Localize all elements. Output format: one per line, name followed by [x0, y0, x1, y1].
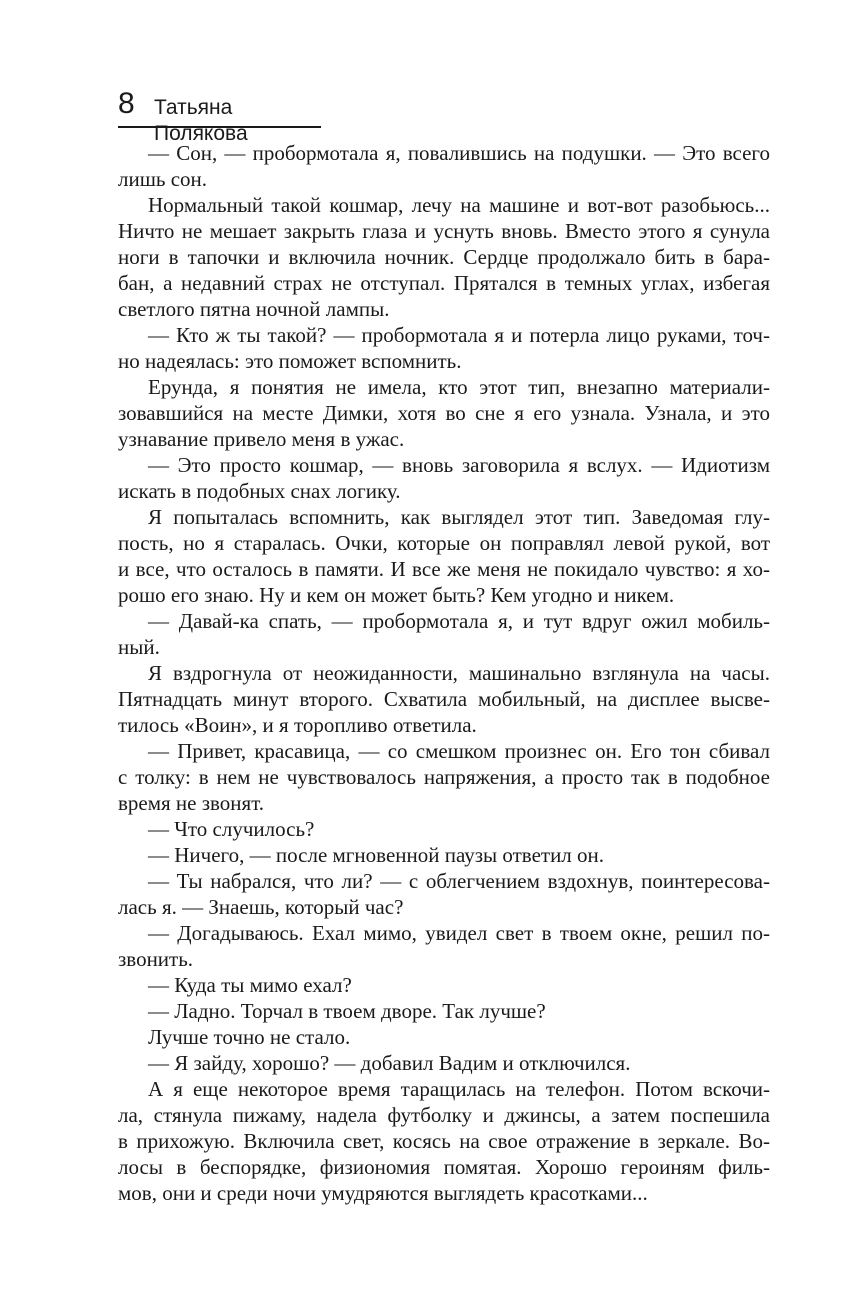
text-line: с толку: в нем не чувствовалось напряжения, а просто так в подобное	[118, 765, 770, 789]
text-line: лосы в беспорядке, физиономия помятая. Хорошо героиням филь-	[118, 1155, 770, 1179]
author-name: Татьяна Полякова	[154, 96, 248, 145]
text-line: — Это просто кошмар, — вновь заговорила я вслух. — Идиотизм	[148, 453, 770, 477]
text-line: — Я зайду, хорошо? — добавил Вадим и отключился.	[148, 1051, 631, 1075]
text-line: рошо его знаю. Ну и кем он может быть? Кем угодно и никем.	[118, 583, 675, 607]
text-line: А я еще некоторое время таращилась на телефон. Потом вскочи-	[148, 1077, 770, 1101]
text-line: бан, а недавний страх не отступал. Прятался в темных углах, избегая	[118, 271, 770, 295]
text-line: в прихожую. Включила свет, косясь на свое отражение в зеркале. Во-	[118, 1129, 770, 1153]
text-line: ноги в тапочки и включила ночник. Сердце продолжало бить в бара-	[118, 245, 770, 269]
text-line: — Кто ж ты такой? — пробормотала я и потерла лицо руками, точ-	[148, 323, 770, 347]
text-line: но надеялась: это поможет вспомнить.	[118, 349, 462, 373]
text-line: лишь сон.	[118, 167, 208, 191]
text-line: Лучше точно не стало.	[148, 1025, 351, 1049]
text-line: тилось «Воин», и я торопливо ответила.	[118, 713, 477, 737]
text-line: время не звонят.	[118, 791, 265, 815]
text-line: Пятнадцать минут второго. Схватила мобильный, на дисплее высве-	[118, 687, 770, 711]
text-line: Я вздрогнула от неожиданности, машинально взглянула на часы.	[148, 661, 770, 685]
text-line: и все, что осталось в памяти. И все же меня не покидало чувство: я хо-	[118, 557, 770, 581]
text-line: — Что случилось?	[148, 817, 315, 841]
text-line: — Привет, красавица, — со смешком произнес он. Его тон сбивал	[148, 739, 770, 763]
text-line: — Ладно. Торчал в твоем дворе. Так лучше?	[148, 999, 546, 1023]
text-line: мов, они и среди ночи умудряются выглядеть красотками...	[118, 1181, 648, 1205]
text-line: — Ничего, — после мгновенной паузы ответил он.	[148, 843, 605, 867]
text-line: — Ты набрался, что ли? — с облегчением вздохнув, поинтересова-	[148, 869, 770, 893]
text-line: зовавшийся на месте Димки, хотя во сне я его узнала. Узнала, и это	[118, 401, 770, 425]
text-line: Я попыталась вспомнить, как выглядел этот тип. Заведомая глу-	[148, 505, 770, 529]
running-header	[118, 86, 321, 145]
text-line: — Куда ты мимо ехал?	[148, 973, 352, 997]
text-line: лась я. — Знаешь, который час?	[118, 895, 404, 919]
text-line: узнавание привело меня в ужас.	[118, 427, 405, 451]
text-line: — Сон, — пробормотала я, повалившись на подушки. — Это всего	[148, 141, 770, 165]
text-line: ла, стянула пижаму, надела футболку и джинсы, а затем поспешила	[118, 1103, 770, 1127]
page-number: 8	[118, 87, 135, 120]
text-line: Ничто не мешает закрыть глаза и уснуть вновь. Вместо этого я сунула	[118, 219, 770, 243]
text-line: звонить.	[118, 947, 194, 971]
text-line: пость, но я старалась. Очки, которые он поправлял левой рукой, вот	[118, 531, 770, 555]
text-line: светлого пятна ночной лампы.	[118, 297, 390, 321]
text-line: искать в подобных снах логику.	[118, 479, 401, 503]
text-line: Нормальный такой кошмар, лечу на машине и вот-вот разобьюсь...	[148, 193, 770, 217]
text-line: — Давай-ка спать, — пробормотала я, и тут вдруг ожил мобиль-	[148, 609, 770, 633]
text-line: ный.	[118, 635, 160, 659]
text-line: Ерунда, я понятия не имела, кто этот тип, внезапно материали-	[148, 375, 770, 399]
text-line: — Догадываюсь. Ехал мимо, увидел свет в твоем окне, решил по-	[148, 921, 770, 945]
